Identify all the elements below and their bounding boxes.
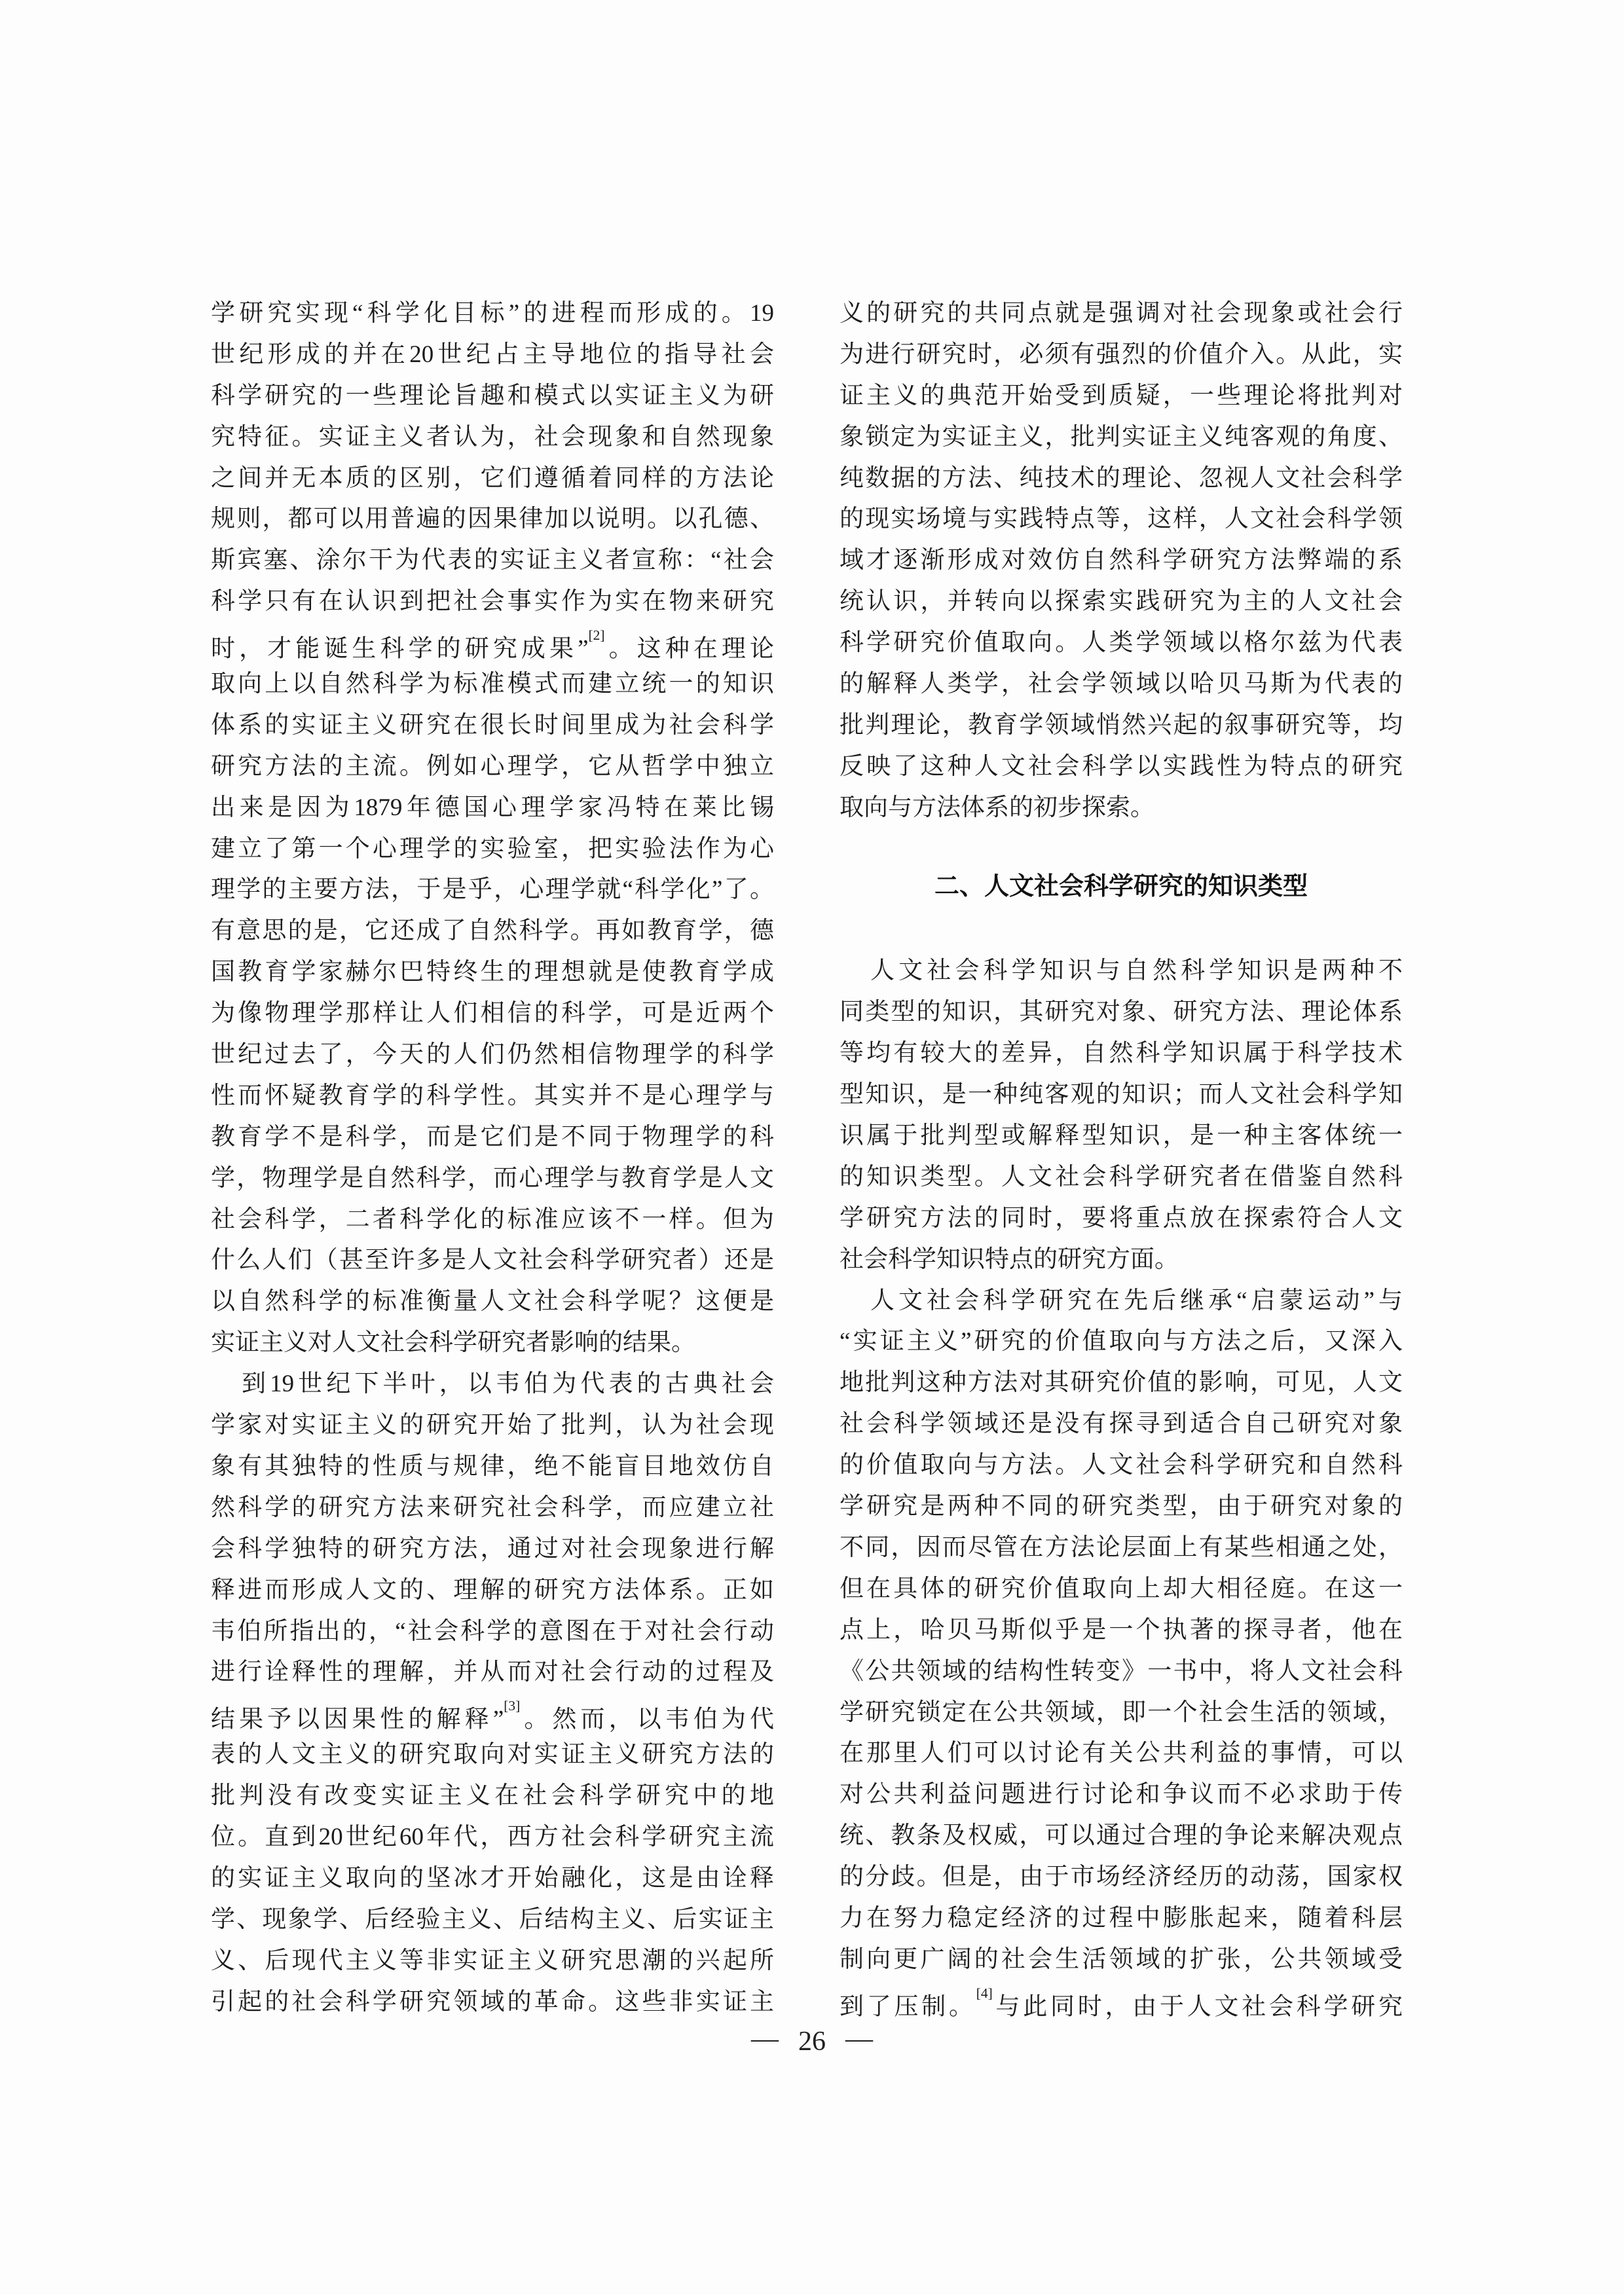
text-line: 统、教条及权威，可以通过合理的争论来解决观点 (840, 1822, 1403, 1850)
text-line: 位。直到20世纪60年代，西方社会科学研究主流 (211, 1823, 774, 1850)
text-line: 规则，都可以用普遍的因果律加以说明。以孔德、 (211, 505, 774, 533)
text-line: 建立了第一个心理学的实验室，把实验法作为心 (211, 835, 774, 862)
text-line: 取向上以自然科学为标准模式而建立统一的知识 (211, 670, 774, 698)
text-line: 的分歧。但是，由于市场经济经历的动荡，国家权 (840, 1864, 1403, 1891)
section-heading: 二、人文社会科学研究的知识类型 (934, 872, 1308, 900)
text-line: 学研究锁定在公共领域，即一个社会生活的领域， (840, 1698, 1403, 1726)
text-line: 学研究是两种不同的研究类型，由于研究对象的 (840, 1493, 1403, 1520)
text-line: 的知识类型。人文社会科学研究者在借鉴自然科 (840, 1163, 1403, 1190)
text-line: 时，才能诞生科学的研究成果”[2]。这种在理论 (211, 627, 774, 663)
text-line: 科学只有在认识到把社会事实作为实在物来研究 (211, 588, 774, 615)
text-line: 同类型的知识，其研究对象、研究方法、理论体系 (840, 999, 1403, 1026)
text-line: 义、后现代主义等非实证主义研究思潮的兴起所 (211, 1947, 774, 1974)
text-line: 批判理论，教育学领域悄然兴起的叙事研究等，均 (840, 711, 1403, 739)
text-line: 韦伯所指出的，“社会科学的意图在于对社会行动 (211, 1617, 774, 1645)
text-line: 的价值取向与方法。人文社会科学研究和自然科 (840, 1452, 1403, 1479)
text-line: 的现实场境与实践特点等，这样，人文社会科学领 (840, 505, 1403, 533)
text-line: 但在具体的研究价值取向上却大相径庭。在这一 (840, 1575, 1403, 1602)
text-line: 国教育学家赫尔巴特终生的理想就是使教育学成 (211, 959, 774, 986)
text-line: 社会科学知识特点的研究方面。 (840, 1245, 1179, 1273)
text-line: 人文社会科学研究在先后继承“启蒙运动”与 (870, 1287, 1403, 1314)
text-line: 性而怀疑教育学的科学性。其实并不是心理学与 (211, 1082, 774, 1109)
text-line: 科学研究的一些理论旨趣和模式以实证主义为研 (211, 382, 774, 409)
text-line: 证主义的典范开始受到质疑，一些理论将批判对 (840, 382, 1403, 409)
text-line: 为像物理学那样让人们相信的科学，可是近两个 (211, 1000, 774, 1027)
text-line: 释进而形成人文的、理解的研究方法体系。正如 (211, 1576, 774, 1604)
citation-ref: [3] (504, 1698, 521, 1714)
text-line: 不同，因而尽管在方法论层面上有某些相通之处， (840, 1533, 1403, 1561)
text-line: 世纪形成的并在20世纪占主导地位的指导社会 (211, 340, 774, 368)
text-line: 有意思的是，它还成了自然科学。再如教育学，德 (211, 917, 774, 945)
text-line: 世纪过去了，今天的人们仍然相信物理学的科学 (211, 1041, 774, 1069)
text-line: 的实证主义取向的坚冰才开始融化，这是由诠释 (211, 1864, 774, 1892)
footer-left-dash: — (751, 2024, 779, 2054)
page-footer (0, 2026, 1624, 2057)
text-line: 学家对实证主义的研究开始了批判，认为社会现 (211, 1412, 774, 1439)
text-line: 体系的实证主义研究在很长时间里成为社会科学 (211, 711, 774, 739)
text-line: 社会科学，二者科学化的标准应该不一样。但为 (211, 1205, 774, 1233)
text-line: 教育学不是科学，而是它们是不同于物理学的科 (211, 1123, 774, 1150)
text-line: 象有其独特的性质与规律，绝不能盲目地效仿自 (211, 1452, 774, 1480)
text-line: 域才逐渐形成对效仿自然科学研究方法弊端的系 (840, 547, 1403, 574)
text-line: 统认识，并转向以探索实践研究为主的人文社会 (840, 588, 1403, 615)
text-line: 出来是因为1879年德国心理学家冯特在莱比锡 (211, 794, 774, 821)
text-line: 地批判这种方法对其研究价值的影响，可见，人文 (840, 1369, 1403, 1397)
text-line: 以自然科学的标准衡量人文社会科学呢？这便是 (211, 1288, 774, 1315)
text-line: 社会科学领域还是没有探寻到适合自己研究对象 (840, 1410, 1403, 1438)
footer-right-dash: — (845, 2024, 873, 2054)
text-line: 识属于批判型或解释型知识，是一种主客体统一 (840, 1122, 1403, 1150)
text-line: 取向与方法体系的初步探索。 (840, 794, 1154, 821)
text-line: 象锁定为实证主义，批判实证主义纯客观的角度、 (840, 423, 1403, 450)
text-line: 科学研究价值取向。人类学领域以格尔兹为代表 (840, 629, 1403, 657)
text-line: 到19世纪下半叶，以韦伯为代表的古典社会 (242, 1370, 774, 1398)
text-line: 学、现象学、后经验主义、后结构主义、后实证主 (211, 1905, 774, 1933)
text-line: 的解释人类学，社会学领域以哈贝马斯为代表的 (840, 670, 1403, 698)
text-line: 之间并无本质的区别，它们遵循着同样的方法论 (211, 464, 774, 492)
right-text-column (840, 293, 1403, 2022)
text-line: 等均有较大的差异，自然科学知识属于科学技术 (840, 1040, 1403, 1067)
text-line: 然科学的研究方法来研究社会科学，而应建立社 (211, 1494, 774, 1521)
left-text-column (211, 293, 774, 2023)
text-line: 在那里人们可以讨论有关公共利益的事情，可以 (840, 1740, 1403, 1767)
text-line: 结果予以因果性的解释”[3]。然而，以韦伯为代 (211, 1698, 774, 1733)
text-line: 到了压制。[4]与此同时，由于人文社会科学研究 (840, 1985, 1403, 2021)
text-line: 引起的社会科学研究领域的革命。这些非实证主 (211, 1988, 774, 2015)
text-line: 学，物理学是自然科学，而心理学与教育学是人文 (211, 1164, 774, 1192)
text-line: 学研究实现“科学化目标”的进程而形成的。19 (211, 300, 774, 327)
text-line: 点上，哈贝马斯似乎是一个执著的探寻者，他在 (840, 1616, 1403, 1643)
text-line: 实证主义对人文社会科学研究者影响的结果。 (211, 1329, 695, 1357)
text-line: 力在努力稳定经济的过程中膨胀起来，随着科层 (840, 1904, 1403, 1932)
text-line: 究特征。实证主义者认为，社会现象和自然现象 (211, 423, 774, 450)
text-line: 型知识，是一种纯客观的知识；而人文社会科学知 (840, 1081, 1403, 1109)
text-line: 理学的主要方法，于是乎，心理学就“科学化”了。 (211, 876, 774, 904)
text-line: 会科学独特的研究方法，通过对社会现象进行解 (211, 1535, 774, 1562)
text-line: 对公共利益问题进行讨论和争议而不必求助于传 (840, 1781, 1403, 1808)
text-line: 表的人文主义的研究取向对实证主义研究方法的 (211, 1741, 774, 1769)
text-line: 学研究方法的同时，要将重点放在探索符合人文 (840, 1204, 1403, 1232)
page-number: 26 (798, 2027, 826, 2057)
text-line: 什么人们（甚至许多是人文社会科学研究者）还是 (211, 1247, 774, 1274)
text-line: 制向更广阔的社会生活领域的扩张，公共领域受 (840, 1945, 1403, 1973)
text-line: 斯宾塞、涂尔干为代表的实证主义者宣称：“社会 (211, 547, 774, 574)
text-line: 纯数据的方法、纯技术的理论、忽视人文社会科学 (840, 464, 1403, 492)
citation-ref: [2] (588, 627, 605, 644)
citation-ref: [4] (976, 1985, 993, 2001)
text-line: 义的研究的共同点就是强调对社会现象或社会行 (840, 300, 1403, 327)
text-line: 为进行研究时，必须有强烈的价值介入。从此，实 (840, 340, 1403, 368)
text-line: 《公共领域的结构性转变》一书中，将人文社会科 (840, 1657, 1403, 1685)
text-line: “实证主义”研究的价值取向与方法之后，又深入 (840, 1328, 1403, 1355)
text-line: 人文社会科学知识与自然科学知识是两种不 (870, 957, 1403, 985)
text-line: 反映了这种人文社会科学以实践性为特点的研究 (840, 752, 1403, 780)
text-line: 批判没有改变实证主义在社会科学研究中的地 (211, 1782, 774, 1810)
text-line: 研究方法的主流。例如心理学，它从哲学中独立 (211, 752, 774, 780)
text-line: 进行诠释性的理解，并从而对社会行动的过程及 (211, 1659, 774, 1686)
